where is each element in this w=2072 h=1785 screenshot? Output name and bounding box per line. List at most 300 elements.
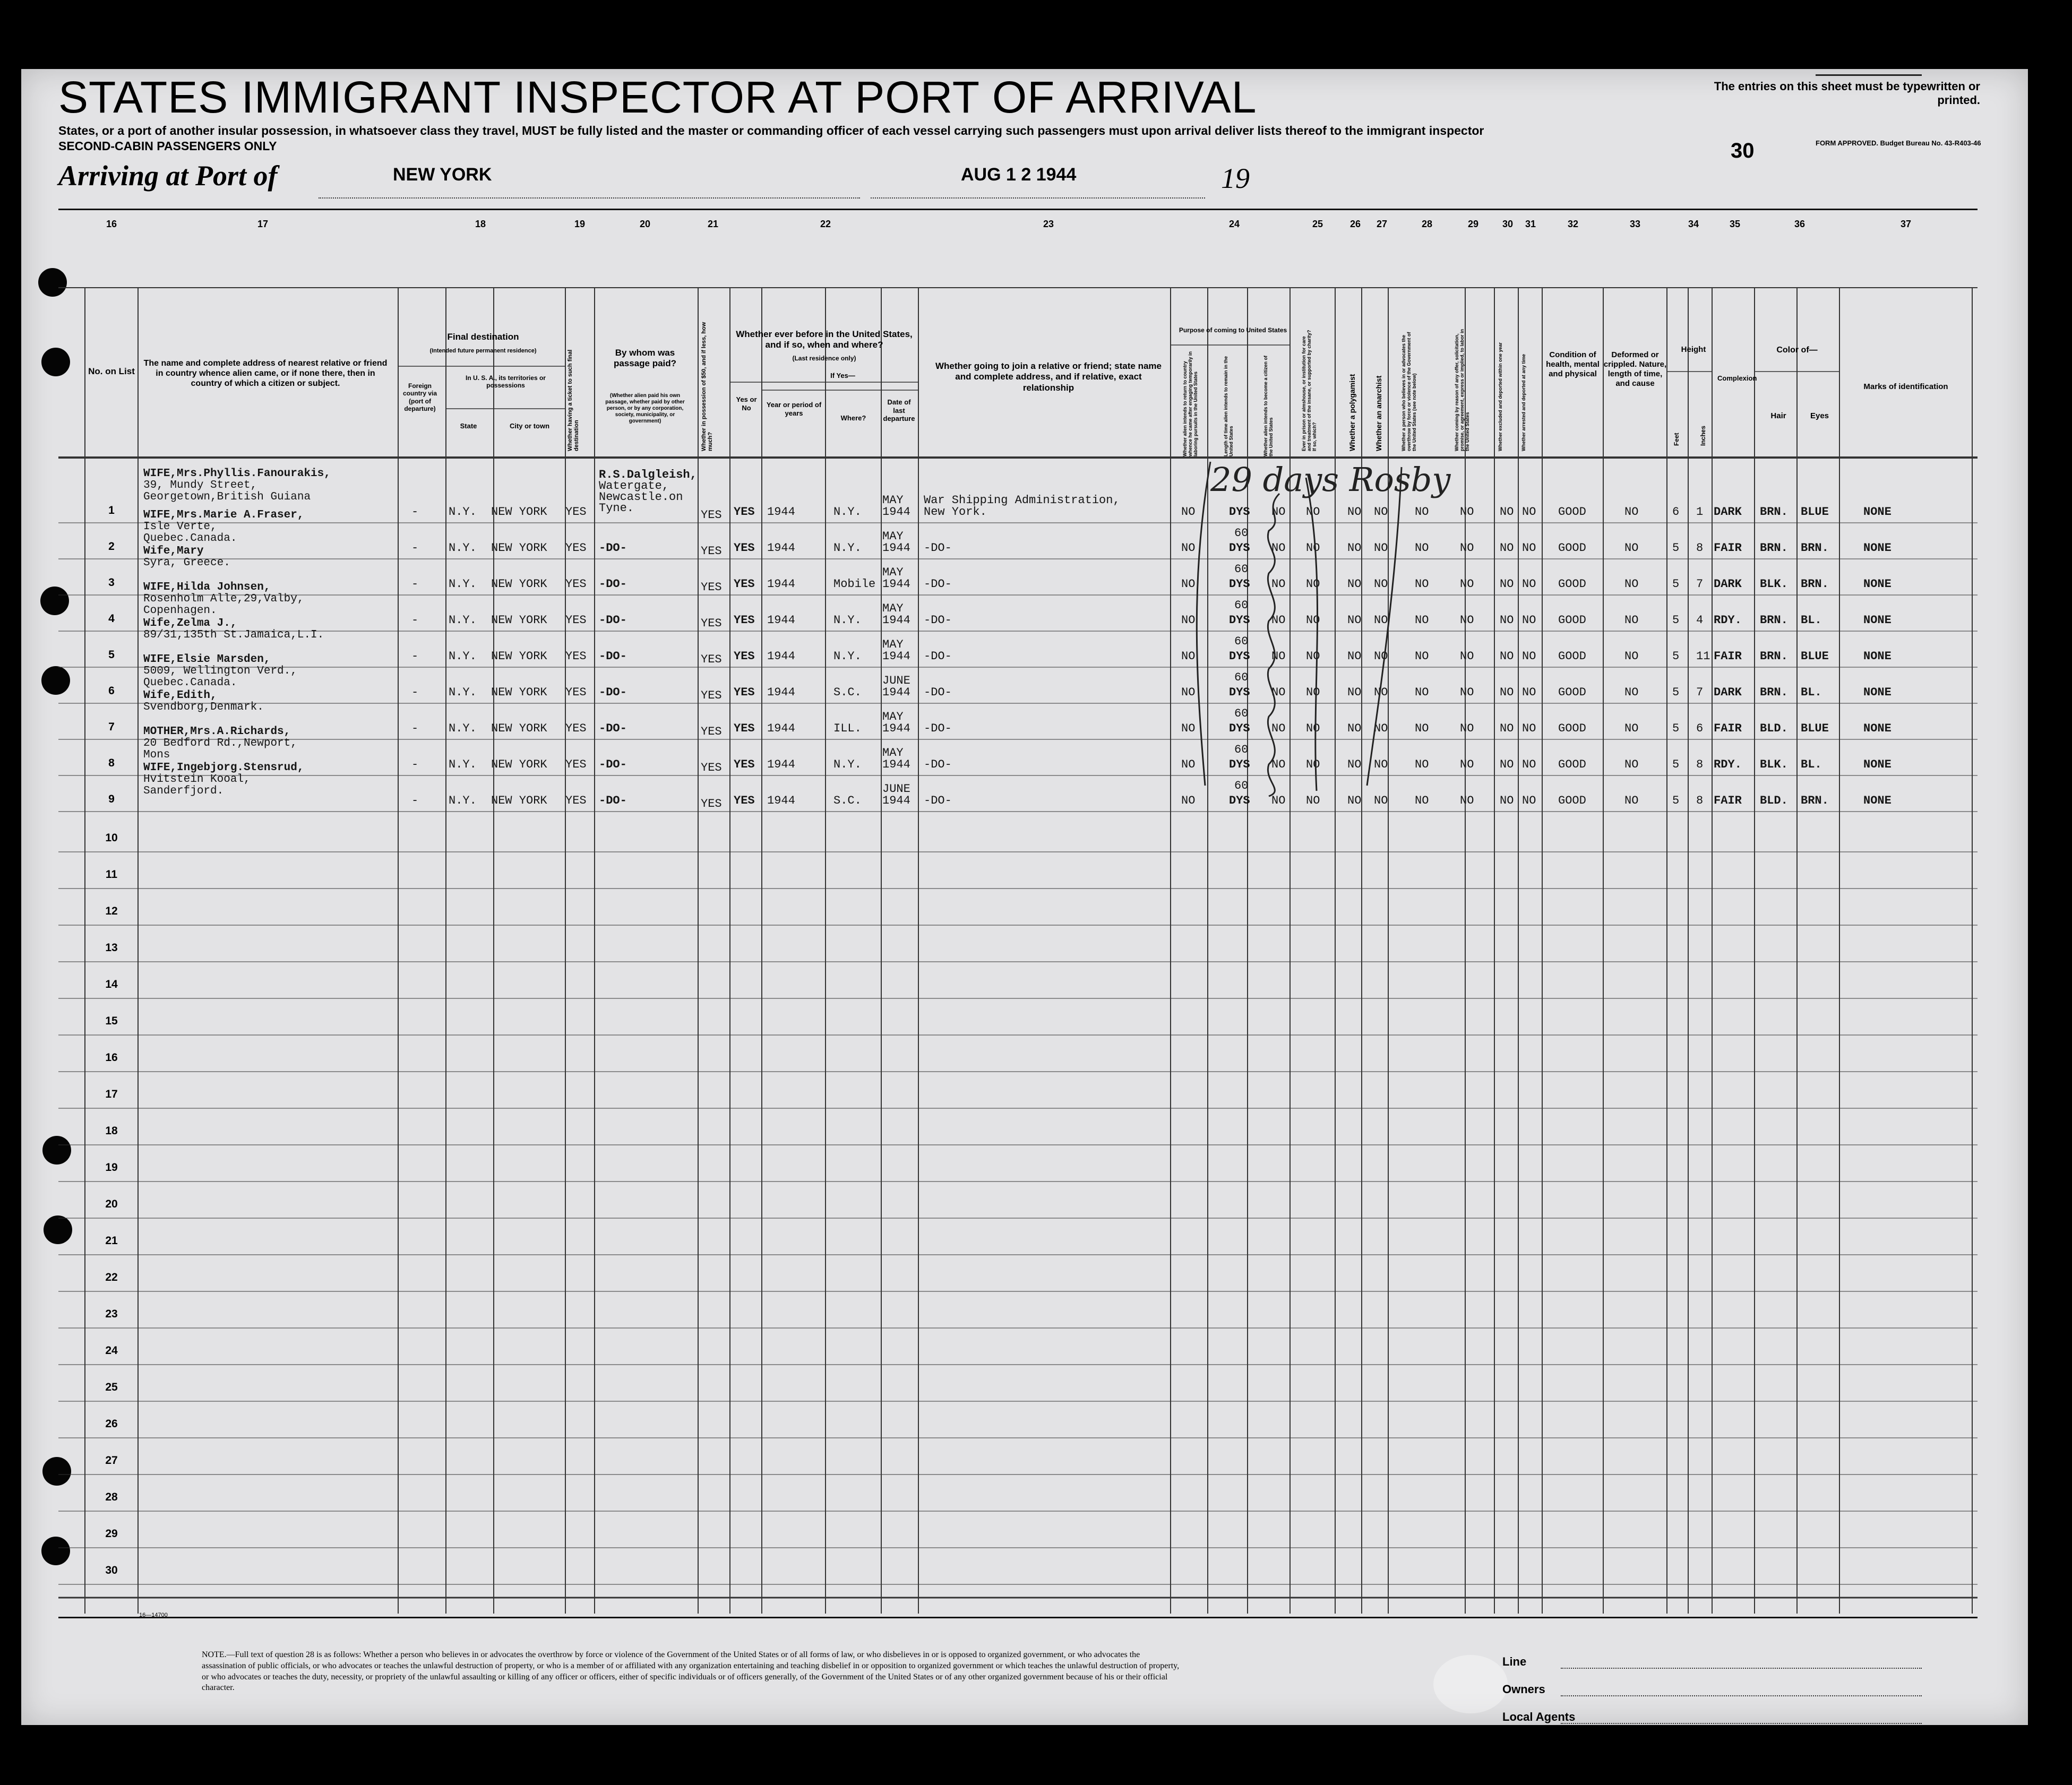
stay-length-60: 60: [1234, 671, 1249, 684]
row-number: 1: [108, 504, 115, 516]
eye-color: BL.: [1801, 686, 1822, 699]
header-eyes: Eyes: [1810, 411, 1829, 420]
header-city: City or town: [509, 422, 550, 430]
relative-address-line: 20 Bedford Rd.,Newport,: [143, 737, 297, 749]
destination-city: NEW YORK: [491, 541, 547, 555]
row-number: 13: [105, 942, 118, 954]
last-departure: MAY: [882, 710, 904, 723]
has-ticket: YES: [565, 505, 587, 519]
prison-almshouse: NO: [1306, 650, 1320, 663]
where-before: N.Y.: [833, 614, 862, 627]
hair-color: BRN.: [1760, 505, 1788, 519]
purpose-citizen: NO: [1271, 794, 1286, 807]
header-foreign-country: Foreign country via (port of departure): [402, 382, 437, 413]
height-inches: 7: [1696, 686, 1704, 699]
footer-owners-field: [1561, 1695, 1922, 1696]
relative-address: [143, 546, 230, 569]
relative-address-line: Wife,Zelma J.,: [143, 617, 237, 630]
destination-city: NEW YORK: [491, 650, 547, 663]
height-inches: 7: [1696, 577, 1704, 591]
last-departure: 1944: [882, 758, 910, 771]
row-number: 30: [105, 1564, 118, 1576]
prison-almshouse: NO: [1306, 614, 1320, 627]
arrested: NO: [1522, 505, 1536, 519]
stay-length-60: 60: [1234, 707, 1249, 720]
eye-color: BL.: [1801, 758, 1822, 771]
arrested: NO: [1522, 577, 1536, 591]
last-departure: 1944: [882, 541, 910, 555]
relative-address: [143, 468, 331, 503]
hair-color: BLK.: [1760, 758, 1788, 771]
identification-marks: NONE: [1863, 541, 1892, 555]
height-inches: 8: [1696, 758, 1704, 771]
arrested: NO: [1522, 614, 1536, 627]
last-departure: 1944: [882, 577, 910, 591]
where-before: Mobile: [833, 577, 876, 591]
question-28-note: NOTE.—Full text of question 28 is as follows: Whether a person who believes in or advocates the overthrow by force or violence of the Government of the United States or of all forms of law, or who disbelieves in or is opposed to organized government, or who advocates the assassination of public officials, or who advocates or teaches the unlawful destruction of property, or who is a member of or affiliated with any organization entertaining and teaching disbelief in or opposition to organized government or which teaches the unlawful destruction of property, or who advocates or teaches the duty, necessity, or propriety of the unlawful assaulting or killing of any officer or officers, either of specific individuals or of officers generally, of the Government of the United States or of any other organized government because of his or their official character.: [202, 1650, 1180, 1693]
column-number: 25: [1312, 219, 1323, 229]
polygamist: NO: [1347, 541, 1362, 555]
join-relative: -DO-: [924, 541, 952, 555]
where-before: S.C.: [833, 686, 862, 699]
complexion: DARK: [1714, 577, 1742, 591]
header-inches: Inches: [1699, 425, 1707, 446]
hair-color: BLD.: [1760, 722, 1788, 735]
column-number: 33: [1629, 219, 1641, 229]
height-inches: 4: [1696, 614, 1704, 627]
year-before: 1944: [767, 541, 795, 555]
header-where: Where?: [840, 414, 866, 422]
eye-color: BLUE: [1801, 650, 1829, 663]
purpose-citizen: NO: [1271, 541, 1286, 555]
row-number: 12: [105, 905, 118, 917]
row-number: 15: [105, 1015, 118, 1027]
destination-state: N.Y.: [449, 758, 477, 771]
relative-address-line: 5009, Wellington Verd.,: [143, 665, 297, 677]
header-state: State: [460, 422, 477, 430]
relative-address-line: 39, Mundy Street,: [143, 479, 257, 491]
row-number: 16: [105, 1051, 118, 1064]
overthrow: NO: [1415, 722, 1429, 735]
complexion: DARK: [1714, 505, 1742, 519]
column-number: 27: [1376, 219, 1388, 229]
identification-marks: NONE: [1863, 577, 1892, 591]
anarchist: NO: [1374, 577, 1388, 591]
ever-before: YES: [734, 650, 755, 663]
header-ever-before: Whether ever before in the United States, and if so, when and where?: [736, 329, 913, 350]
where-before: N.Y.: [833, 758, 862, 771]
header-excluded: Whether excluded and deported within one year: [1498, 342, 1503, 451]
purpose-return: NO: [1181, 541, 1196, 555]
join-relative: -DO-: [924, 758, 952, 771]
arriving-label: Arriving at Port of: [58, 160, 278, 192]
row-number: 9: [108, 793, 115, 805]
header-complexion: Complexion: [1717, 374, 1757, 382]
deformed: NO: [1624, 722, 1639, 735]
header-in-usa: In U. S. A., its territories or possessions: [466, 374, 546, 390]
has-fifty-dollars: YES: [701, 725, 722, 738]
foreign-port: -: [411, 541, 419, 555]
ever-before: YES: [734, 541, 755, 555]
purpose-return: NO: [1181, 686, 1196, 699]
row-number: 2: [108, 540, 115, 553]
header-ever-before-sub: (Last residence only): [792, 355, 856, 362]
eye-color: BRN.: [1801, 794, 1829, 807]
excluded: NO: [1500, 614, 1514, 627]
ever-before: YES: [734, 794, 755, 807]
where-before: N.Y.: [833, 541, 862, 555]
passage-paid-by: Newcastle.on: [599, 490, 683, 504]
passage-paid-by: -DO-: [599, 686, 627, 699]
hair-color: BRN.: [1760, 614, 1788, 627]
class-line: SECOND-CABIN PASSENGERS ONLY: [58, 139, 277, 153]
overthrow: NO: [1415, 650, 1429, 663]
height-inches: 8: [1696, 541, 1704, 555]
overthrow: NO: [1415, 577, 1429, 591]
row-number: 19: [105, 1161, 118, 1174]
complexion: FAIR: [1714, 722, 1742, 735]
header-fifty-dollars: Whether in possession of $50, and if less, how much?: [701, 322, 714, 451]
destination-state: N.Y.: [449, 614, 477, 627]
health: GOOD: [1558, 758, 1586, 771]
header-purpose: Purpose of coming to United States: [1179, 326, 1287, 334]
relative-address-line: WIFE,Ingebjorg.Stensrud,: [143, 762, 304, 774]
excluded: NO: [1500, 541, 1514, 555]
stay-length-60: 60: [1234, 635, 1249, 648]
purpose-return: NO: [1181, 577, 1196, 591]
year-before: 1944: [767, 794, 795, 807]
deformed: NO: [1624, 758, 1639, 771]
relative-address-line: WIFE,Elsie Marsden,: [143, 653, 271, 666]
header-height: Height: [1681, 345, 1706, 354]
purpose-citizen: NO: [1271, 614, 1286, 627]
relative-address-line: Georgetown,British Guiana: [143, 491, 311, 503]
excluded: NO: [1500, 577, 1514, 591]
row-number: 14: [105, 978, 118, 990]
header-deformed: Deformed or crippled. Nature, length of time, and cause: [1603, 350, 1667, 388]
has-fifty-dollars: YES: [701, 545, 722, 558]
labor-offer: NO: [1460, 722, 1474, 735]
column-number: 35: [1729, 219, 1741, 229]
last-departure: 1944: [882, 650, 910, 663]
anarchist: NO: [1374, 686, 1388, 699]
purpose-length: DYS: [1229, 541, 1250, 555]
last-departure: 1944: [882, 505, 910, 519]
polygamist: NO: [1347, 505, 1362, 519]
arrested: NO: [1522, 541, 1536, 555]
column-number: 28: [1421, 219, 1433, 229]
row-number: 10: [105, 832, 118, 844]
header-overthrow: Whether a person who believes in or advocates the overthrow by force or violence of the Government of the United States (see note below): [1401, 332, 1417, 451]
excluded: NO: [1500, 686, 1514, 699]
has-fifty-dollars: YES: [701, 581, 722, 594]
last-departure: MAY: [882, 530, 904, 543]
passage-paid-by: -DO-: [599, 650, 627, 663]
join-relative: War Shipping Administration,: [924, 494, 1120, 507]
has-fifty-dollars: YES: [701, 689, 722, 702]
deformed: NO: [1624, 650, 1639, 663]
column-number: 17: [257, 219, 269, 229]
prison-almshouse: NO: [1306, 505, 1320, 519]
last-departure: 1944: [882, 614, 910, 627]
identification-marks: NONE: [1863, 686, 1892, 699]
ever-before: YES: [734, 614, 755, 627]
health: GOOD: [1558, 650, 1586, 663]
last-departure: MAY: [882, 638, 904, 651]
height-inches: 8: [1696, 794, 1704, 807]
purpose-return: NO: [1181, 722, 1196, 735]
has-ticket: YES: [565, 758, 587, 771]
destination-city: NEW YORK: [491, 758, 547, 771]
relative-address: [143, 510, 304, 545]
destination-city: NEW YORK: [491, 794, 547, 807]
identification-marks: NONE: [1863, 505, 1892, 519]
header-passage-paid: By whom was passage paid?: [613, 348, 677, 369]
header-year: Year or period of years: [766, 401, 822, 417]
has-fifty-dollars: YES: [701, 761, 722, 774]
destination-state: N.Y.: [449, 686, 477, 699]
excluded: NO: [1500, 722, 1514, 735]
labor-offer: NO: [1460, 758, 1474, 771]
relative-address-line: Copenhagen.: [143, 605, 217, 617]
last-departure: JUNE: [882, 674, 910, 687]
polygamist: NO: [1347, 686, 1362, 699]
year-before: 1944: [767, 614, 795, 627]
passage-paid-by: -DO-: [599, 577, 627, 591]
eye-color: BL.: [1801, 614, 1822, 627]
anarchist: NO: [1374, 758, 1388, 771]
passage-paid-by: -DO-: [599, 614, 627, 627]
relative-address: [143, 726, 297, 761]
relative-address-line: Wife,Edith,: [143, 689, 217, 702]
labor-offer: NO: [1460, 614, 1474, 627]
overthrow: NO: [1415, 686, 1429, 699]
purpose-length: DYS: [1229, 505, 1250, 519]
relative-address-line: Hvitstein Kooal,: [143, 773, 251, 786]
has-ticket: YES: [565, 686, 587, 699]
height-feet: 5: [1672, 541, 1680, 555]
height-feet: 5: [1672, 686, 1680, 699]
relative-address-line: Quebec.Canada.: [143, 532, 237, 545]
arrival-date: AUG 1 2 1944: [961, 165, 1077, 185]
last-departure: 1944: [882, 686, 910, 699]
labor-offer: NO: [1460, 505, 1474, 519]
prison-almshouse: NO: [1306, 722, 1320, 735]
purpose-return: NO: [1181, 794, 1196, 807]
prison-almshouse: NO: [1306, 577, 1320, 591]
prison-almshouse: NO: [1306, 541, 1320, 555]
hair-color: BRN.: [1760, 650, 1788, 663]
destination-city: NEW YORK: [491, 614, 547, 627]
destination-city: NEW YORK: [491, 505, 547, 519]
join-relative: New York.: [924, 505, 987, 519]
relative-address-line: WIFE,Mrs.Phyllis.Fanourakis,: [143, 468, 331, 480]
relative-address-line: Rosenholm Alle,29,Valby,: [143, 593, 304, 605]
header-ticket: Whether having a ticket to such final destination: [567, 349, 580, 451]
relative-address-line: Quebec.Canada.: [143, 677, 237, 689]
has-ticket: YES: [565, 541, 587, 555]
destination-state: N.Y.: [449, 722, 477, 735]
foreign-port: -: [411, 650, 419, 663]
destination-state: N.Y.: [449, 505, 477, 519]
relative-address-line: Wife,Mary: [143, 545, 204, 557]
last-departure: 1944: [882, 722, 910, 735]
column-number: 31: [1525, 219, 1536, 229]
header-labor-offer: Whether coming by reason of any offer, solicitation, promise, or agreement, express or implied, to labor in the United States: [1454, 329, 1470, 451]
arrested: NO: [1522, 758, 1536, 771]
destination-city: NEW YORK: [491, 722, 547, 735]
relative-address-line: 89/31,135th St.Jamaica,L.I.: [143, 629, 324, 641]
ever-before: YES: [734, 722, 755, 735]
deformed: NO: [1624, 577, 1639, 591]
arrested: NO: [1522, 650, 1536, 663]
join-relative: -DO-: [924, 794, 952, 807]
footer-owners-label: Owners: [1502, 1683, 1545, 1696]
overthrow: NO: [1415, 614, 1429, 627]
anarchist: NO: [1374, 505, 1388, 519]
deformed: NO: [1624, 614, 1639, 627]
complexion: FAIR: [1714, 794, 1742, 807]
where-before: ILL.: [833, 722, 862, 735]
join-relative: -DO-: [924, 577, 952, 591]
height-inches: 6: [1696, 722, 1704, 735]
header-yes-no: Yes or No: [736, 395, 757, 412]
stay-length-60: 60: [1234, 527, 1249, 540]
header-join-relative: Whether going to join a relative or friend; state name and complete address, and if relative, exact relationship: [935, 361, 1162, 393]
hair-color: BLK.: [1760, 577, 1788, 591]
join-relative: -DO-: [924, 614, 952, 627]
purpose-citizen: NO: [1271, 577, 1286, 591]
year-before: 1944: [767, 505, 795, 519]
purpose-citizen: NO: [1271, 722, 1286, 735]
purpose-length: DYS: [1229, 686, 1250, 699]
header-health: Condition of health, mental and physical: [1546, 350, 1600, 378]
column-number: 16: [106, 219, 117, 229]
header-arrested: Whether arrested and deported at any time: [1521, 353, 1526, 451]
destination-state: N.Y.: [449, 577, 477, 591]
height-feet: 5: [1672, 758, 1680, 771]
form-number: 30: [1731, 139, 1755, 162]
identification-marks: NONE: [1863, 758, 1892, 771]
column-number: 29: [1467, 219, 1479, 229]
excluded: NO: [1500, 794, 1514, 807]
polygamist: NO: [1347, 794, 1362, 807]
relative-address: [143, 582, 304, 617]
column-number: 36: [1794, 219, 1806, 229]
destination-state: N.Y.: [449, 541, 477, 555]
row-number: 4: [108, 613, 115, 625]
relative-address-line: Mons: [143, 749, 170, 761]
last-departure: MAY: [882, 746, 904, 760]
hair-color: BRN.: [1760, 686, 1788, 699]
column-number: 37: [1900, 219, 1912, 229]
polygamist: NO: [1347, 758, 1362, 771]
purpose-length: DYS: [1229, 758, 1250, 771]
height-feet: 5: [1672, 794, 1680, 807]
excluded: NO: [1500, 758, 1514, 771]
labor-offer: NO: [1460, 794, 1474, 807]
anarchist: NO: [1374, 614, 1388, 627]
height-feet: 5: [1672, 650, 1680, 663]
relative-address: [143, 762, 304, 797]
has-fifty-dollars: YES: [701, 508, 722, 522]
destination-city: NEW YORK: [491, 577, 547, 591]
stay-length-60: 60: [1234, 599, 1249, 612]
labor-offer: NO: [1460, 577, 1474, 591]
header-final-destination-sub: (Intended future permanent residence): [429, 348, 537, 354]
complexion: FAIR: [1714, 541, 1742, 555]
subtitle-text: States, or a port of another insular possession, in whatsoever class they travel, MUST be fully listed and the master or commanding officer of each vessel carrying such passengers must upon arrival deliver lists thereof to the immigrant inspector: [58, 124, 1484, 137]
eye-color: BRN.: [1801, 541, 1829, 555]
ever-before: YES: [734, 686, 755, 699]
polygamist: NO: [1347, 577, 1362, 591]
header-purpose-citizen: Whether alien intends to become a citizen of the United States: [1263, 355, 1274, 456]
anarchist: NO: [1374, 794, 1388, 807]
health: GOOD: [1558, 686, 1586, 699]
labor-offer: NO: [1460, 541, 1474, 555]
hair-color: BLD.: [1760, 794, 1788, 807]
relative-address-line: MOTHER,Mrs.A.Richards,: [143, 726, 291, 738]
passage-paid-by: Tyne.: [599, 502, 634, 515]
anarchist: NO: [1374, 541, 1388, 555]
column-number: 34: [1688, 219, 1699, 229]
has-ticket: YES: [565, 650, 587, 663]
foreign-port: -: [411, 577, 419, 591]
header-relative: The name and complete address of nearest relative or friend in country whence alien came, or if none there, then in country of which a citizen or subject.: [143, 359, 388, 389]
column-number: 19: [574, 219, 586, 229]
row-number: 29: [105, 1528, 118, 1540]
footer-agents-field: [1561, 1723, 1922, 1724]
last-departure: MAY: [882, 602, 904, 615]
year-before: 1944: [767, 722, 795, 735]
hair-color: BRN.: [1760, 541, 1788, 555]
health: GOOD: [1558, 505, 1586, 519]
relative-address-line: Sanderfjord.: [143, 785, 224, 797]
ever-before: YES: [734, 505, 755, 519]
column-number: 22: [820, 219, 831, 229]
header-hair: Hair: [1770, 411, 1786, 420]
polygamist: NO: [1347, 722, 1362, 735]
overthrow: NO: [1415, 758, 1429, 771]
deformed: NO: [1624, 686, 1639, 699]
height-feet: 5: [1672, 614, 1680, 627]
column-number: 18: [475, 219, 486, 229]
has-fifty-dollars: YES: [701, 617, 722, 630]
purpose-return: NO: [1181, 505, 1196, 519]
relative-address: [143, 618, 324, 641]
year-before: 1944: [767, 686, 795, 699]
column-number: 21: [707, 219, 719, 229]
purpose-citizen: NO: [1271, 650, 1286, 663]
has-fifty-dollars: YES: [701, 797, 722, 810]
row-number: 5: [108, 649, 115, 661]
has-fifty-dollars: YES: [701, 653, 722, 666]
anarchist: NO: [1374, 650, 1388, 663]
passage-paid-by: -DO-: [599, 794, 627, 807]
purpose-citizen: NO: [1271, 758, 1286, 771]
arrival-port: NEW YORK: [393, 165, 492, 185]
foreign-port: -: [411, 686, 419, 699]
health: GOOD: [1558, 614, 1586, 627]
has-ticket: YES: [565, 577, 587, 591]
row-number: 26: [105, 1418, 118, 1430]
complexion: RDY.: [1714, 758, 1742, 771]
column-number: 20: [639, 219, 651, 229]
health: GOOD: [1558, 577, 1586, 591]
destination-city: NEW YORK: [491, 686, 547, 699]
purpose-citizen: NO: [1271, 686, 1286, 699]
polygamist: NO: [1347, 614, 1362, 627]
